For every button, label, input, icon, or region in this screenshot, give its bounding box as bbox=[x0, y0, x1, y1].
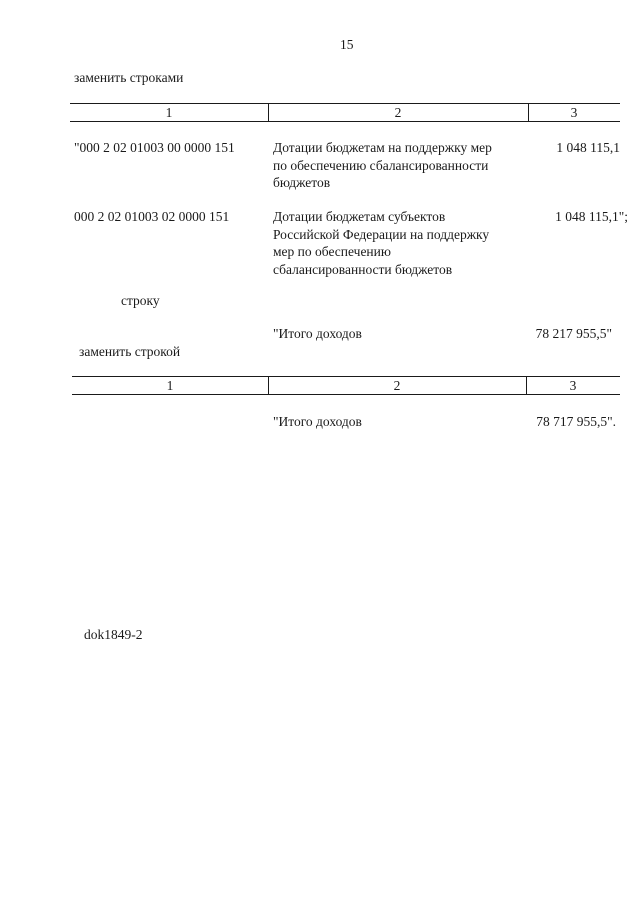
description-line: Дотации бюджетам субъектов bbox=[273, 209, 446, 224]
table1-header-col2: 2 bbox=[394, 105, 402, 120]
replace-line-label: заменить строкой bbox=[79, 344, 181, 359]
old-total-label: "Итого доходов bbox=[273, 326, 362, 341]
budget-code: 000 2 02 01003 02 0000 151 bbox=[74, 209, 230, 224]
line-label: строку bbox=[121, 293, 160, 308]
page-number: 15 bbox=[340, 37, 354, 52]
table1-header-col3: 3 bbox=[570, 105, 578, 120]
table2-header-col2: 2 bbox=[393, 378, 401, 393]
new-total-label: "Итого доходов bbox=[273, 414, 362, 429]
description-line: мер по обеспечению bbox=[273, 244, 391, 259]
document-id: dok1849-2 bbox=[84, 627, 143, 642]
row-amount: 1 048 115,1 bbox=[556, 140, 620, 155]
old-total-amount: 78 217 955,5" bbox=[535, 326, 612, 341]
replace-lines-label: заменить строками bbox=[74, 70, 184, 85]
row-description bbox=[273, 139, 528, 192]
description-line: Российской Федерации на поддержку bbox=[273, 226, 490, 242]
table2-bottom-rule bbox=[72, 394, 620, 395]
description-line: по обеспечению сбалансированности bbox=[273, 157, 489, 173]
table2-header-col1: 1 bbox=[166, 378, 174, 393]
description-line: бюджетов bbox=[273, 175, 331, 190]
table1-header-col1: 1 bbox=[165, 105, 173, 120]
row-description bbox=[273, 208, 528, 278]
budget-code: "000 2 02 01003 00 0000 151 bbox=[74, 140, 235, 155]
table2-header-col3: 3 bbox=[569, 378, 577, 393]
table1-bottom-rule bbox=[70, 121, 620, 122]
row-amount: 1 048 115,1"; bbox=[555, 209, 628, 224]
description-line: Дотации бюджетам на поддержку мер bbox=[273, 140, 492, 155]
new-total-amount: 78 717 955,5". bbox=[536, 414, 616, 429]
description-line: сбалансированности бюджетов bbox=[273, 261, 453, 277]
